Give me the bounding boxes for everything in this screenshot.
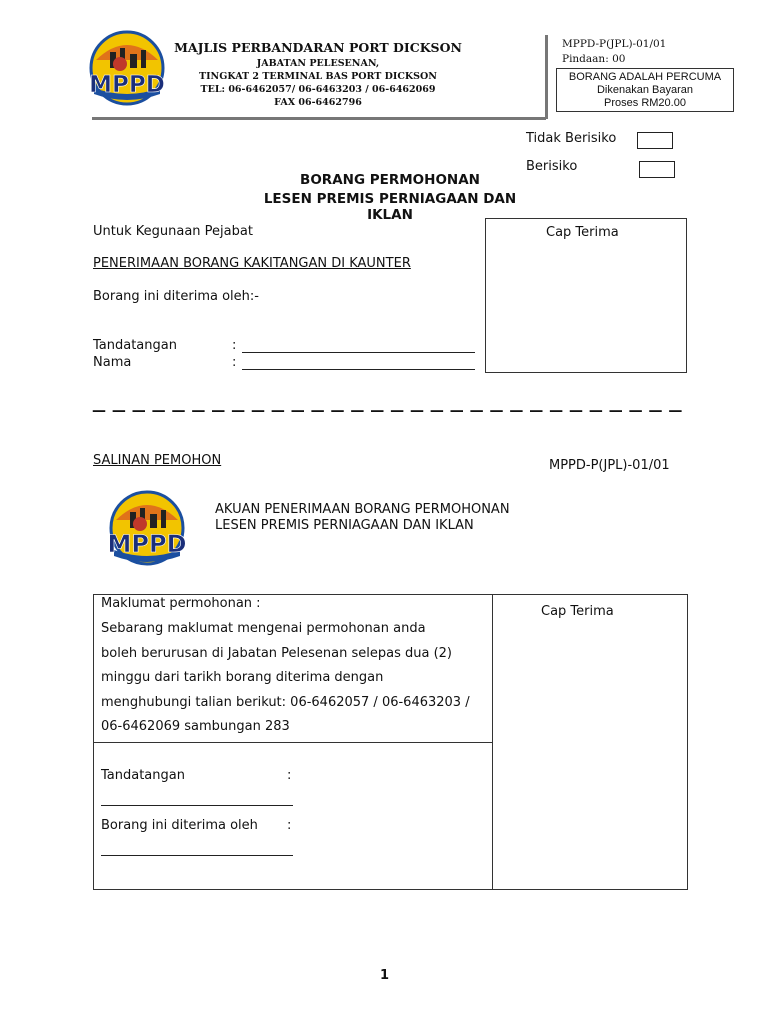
applicant-received-by-colon: : xyxy=(287,818,292,833)
fee-note-line3: Proses RM20.00 xyxy=(604,97,686,109)
signature-colon: : xyxy=(232,338,237,353)
revision: Pindaan: 00 xyxy=(562,53,626,65)
logo-text: MPPD xyxy=(89,72,165,98)
logo-text-small: MPPD xyxy=(107,530,187,558)
fax: FAX 06-6462796 xyxy=(274,97,362,108)
org-name: MAJLIS PERBANDARAN PORT DICKSON xyxy=(174,40,462,55)
applicant-copy-label: SALINAN PEMOHON xyxy=(93,453,222,468)
info-line-5: menghubungi talian berikut: 06-6462057 / 06-6463203 / xyxy=(101,695,470,710)
applicant-stamp-label: Cap Terima xyxy=(541,604,614,619)
fee-note-line1: BORANG ADALAH PERCUMA xyxy=(568,71,722,83)
ack-title-line1: AKUAN PENERIMAAN BORANG PERMOHONAN xyxy=(215,502,510,517)
ack-title-line2: LESEN PREMIS PERNIAGAAN DAN IKLAN xyxy=(215,518,474,533)
info-line-2: Sebarang maklumat mengenai permohonan anda xyxy=(101,621,426,636)
form-title-line2: LESEN PREMIS PERNIAGAAN DAN IKLAN xyxy=(263,191,517,223)
info-line-4: minggu dari tarikh borang diterima dengan xyxy=(101,670,384,685)
applicant-signature-label: Tandatangan xyxy=(101,768,185,783)
applicant-signature-field[interactable] xyxy=(101,805,293,806)
signature-label: Tandatangan xyxy=(93,338,177,353)
form-code: MPPD-P(JPL)-01/01 xyxy=(562,38,667,50)
mppd-logo xyxy=(86,30,168,108)
header-divider xyxy=(545,35,548,119)
table-horizontal-divider xyxy=(93,742,493,743)
telephone: TEL: 06-6462057/ 06-6463203 / 06-6462069 xyxy=(200,84,436,95)
address: TINGKAT 2 TERMINAL BAS PORT DICKSON xyxy=(199,71,437,82)
name-label: Nama xyxy=(93,355,132,370)
mppd-logo-small xyxy=(104,490,190,570)
received-by-label: Borang ini diterima oleh:- xyxy=(93,289,259,304)
header-underline xyxy=(92,117,546,120)
applicant-received-by-field[interactable] xyxy=(101,855,293,856)
department: JABATAN PELESENAN, xyxy=(256,58,380,69)
office-stamp-box xyxy=(485,218,687,373)
counter-receipt-heading: PENERIMAAN BORANG KAKITANGAN DI KAUNTER xyxy=(93,256,411,271)
risky-checkbox[interactable] xyxy=(639,161,675,178)
office-stamp-label: Cap Terima xyxy=(546,225,619,240)
page-number: 1 xyxy=(380,968,390,983)
name-colon: : xyxy=(232,355,237,370)
risky-label: Berisiko xyxy=(526,159,578,174)
form-title-line1: BORANG PERMOHONAN xyxy=(300,172,480,188)
not-risky-checkbox[interactable] xyxy=(637,132,673,149)
applicant-form-code: MPPD-P(JPL)-01/01 xyxy=(549,458,670,473)
not-risky-label: Tidak Berisiko xyxy=(526,131,617,146)
applicant-received-by-label: Borang ini diterima oleh xyxy=(101,818,258,833)
applicant-signature-colon: : xyxy=(287,768,292,783)
info-line-3: boleh berurusan di Jabatan Pelesenan selepas dua (2) xyxy=(101,646,453,661)
fee-note-line2: Dikenakan Bayaran xyxy=(596,84,693,96)
cut-line: — — — — — — — — — — — — — — — — — — — — — — — — — — — — — — xyxy=(92,403,683,419)
info-line-6: 06-6462069 sambungan 283 xyxy=(101,719,290,734)
fee-note-box xyxy=(556,68,734,112)
name-field[interactable] xyxy=(242,369,475,370)
info-line-1: Maklumat permohonan : xyxy=(101,596,261,611)
signature-field[interactable] xyxy=(242,352,475,353)
office-use-heading: Untuk Kegunaan Pejabat xyxy=(93,224,253,239)
